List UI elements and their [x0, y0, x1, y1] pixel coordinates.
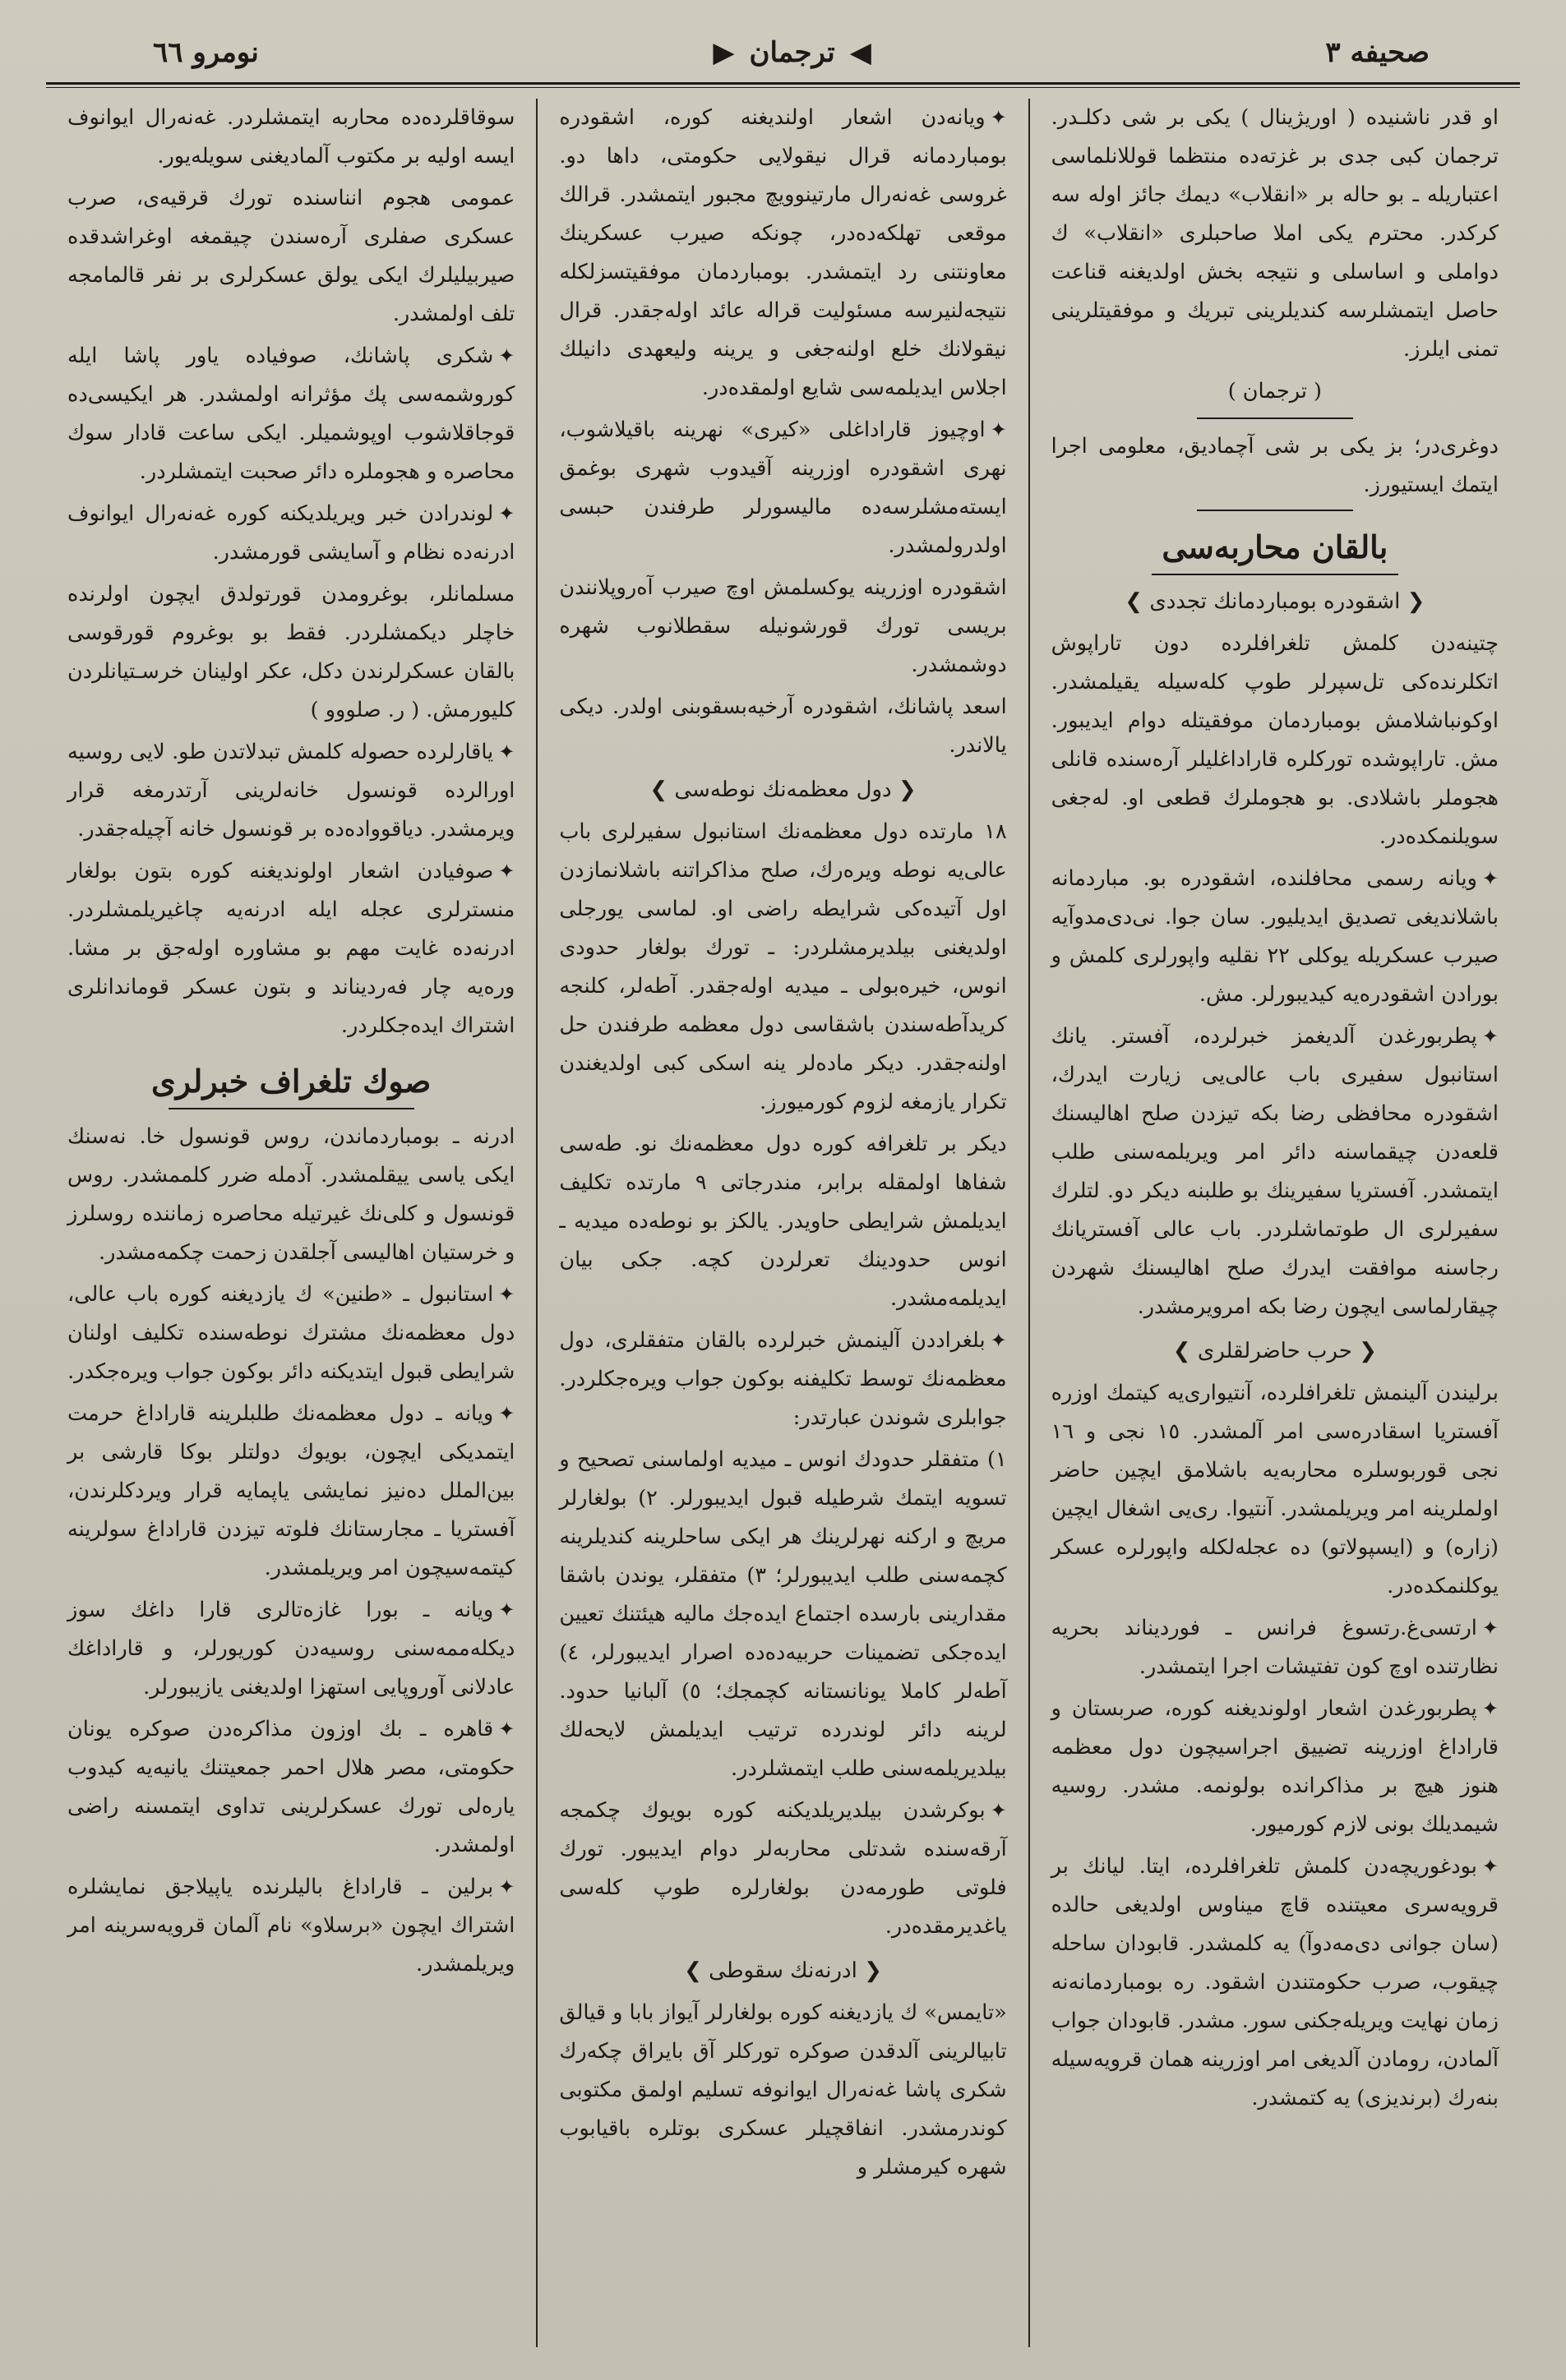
fleuron-icon: ✦ — [990, 418, 1007, 441]
divider — [1197, 417, 1354, 419]
fleuron-icon: ✦ — [498, 860, 515, 883]
paragraph: ✦ویانه ـ دول معظمه‌نك طلبلرینه قاراداغ حرمت ایتمدیکی ایچون، بویوك دولتلر بوکا قارشی بر بین‌الملل دەنیز نمایشی یاپمایه قرار ویردکلرندن، آفستریا ـ مجارستانك فلوته تیزدن قاراداغ سولرینه کیتمه‌سیچون امر ویریلمشدر. — [67, 1401, 515, 1580]
section-rule — [1152, 574, 1397, 575]
fleuron-icon: ✦ — [498, 1718, 515, 1741]
paragraph: چتینه‌دن کلمش تلغرافلرده دون تاراپوش اتکلرنده‌کی تل‌سپرلر طوپ کله‌سیله یقیلمشدر. اوکونباشلامش بومباردمان موفقیتله دوام ایدیبور. مش. تاراپوشده تورکلره قاراداغلیلر آره‌سنده قانلی هجوملر باشلادی. بو هجوملرك قطعی او. له‌جغی سویلنمکده‌در. — [1051, 631, 1499, 849]
header-rule-thin — [46, 87, 1520, 88]
paragraph: ✦بوکرشدن بیلدیریلدیکنه کوره بویوك چکمجه آرقه‌سنده شدتلی محاربه‌لر دوام ایدیبور. تورك فلوتی طورمه‌دن بولغارلره طوپ کله‌سی یاغدیرمقده‌در. — [559, 1798, 1007, 1939]
columns — [46, 99, 1520, 2347]
fleuron-icon: ✦ — [498, 740, 515, 763]
paragraph: ✦پطربورغدن اشعار اولوندیغنه کوره، صربستان و قاراداغ اوزرینه تضییق اجراسیچون دول معظمه هنوز هیچ بر مذاکرانده بولونمه. مشدر. روسیه شیمدیلك بونی لازم کورمیور. — [1051, 1696, 1499, 1837]
section-title: بالقان محاربه‌سی — [1162, 528, 1388, 565]
paragraph: ✦ویانه‌دن اشعار اولندیغنه کوره، اشقودره بومباردمانه قرال نیقولایی حکومتی، داها دو. غروسی غه‌نه‌رال مارتینوویچ مجبور ایتمشدر. قرالك موقعی تهلکه‌ده‌در، چونکه صیرب عسکرینك معاونتنی رد ایتمشدر. بومباردمان موفقیتسزلکله نتیجه‌لنیرسه مسئولیت قراله عائد اوله‌جقدر. قرال نیقولانك خلع اولنه‌جغی و یرینه ولیعهدی دانیلك اجلاس ایدیلمه‌سی شایع اولمقده‌در. — [559, 105, 1007, 400]
paragraph: «تایمس» ك یازدیغنه کوره بولغارلر آیواز بابا و قیالق تابیالرینی آلدقدن صوکره تورکلر آق بایراق چکه‌رك شکری پاشا غه‌نه‌رال ایوانوفه تسلیم اولمق مکتوبی کوندرمشدر. انفاقچیلر عسکری بوتلره باقیابوب شهره کیرمشلر و — [559, 2000, 1007, 2179]
fleuron-icon: ✦ — [990, 1799, 1007, 1822]
fleuron-icon: ✦ — [498, 344, 515, 367]
fleuron-icon: ✦ — [498, 1402, 515, 1425]
paragraph: سوقاقلرده‌ده محاربه ایتمشلردر. غه‌نه‌رال ایوانوف ایسه اولیه بر مکتوب آلمادیغنی سویله‌یور. — [67, 105, 515, 168]
paragraph: دیکر بر تلغرافه کوره دول معظمه‌نك نو. طه‌سی شفاها اولمقله برابر، مندرجاتی ٩ مارتده تکلیف ایدیلمش شرایطی حاویدر. یالکز بو نوطه‌ده میدیه ـ انوس حدودینك تعرلردن کچه. جکی بیان ایدیلمه‌مشدر. — [559, 1132, 1007, 1311]
paragraph: برلیندن آلینمش تلغرافلرده، آنتیواری‌یه کیتمك اوزره آفستریا اسقادره‌سی امر آلمشدر. ١٥ نجی و ١٦ نجی قوربوسلره محاربه‌یه باشلامق ایچین حاضر اولملرینه امر ویریلمشدر. آنتیوا. ری‌یی اشغال ایچین (زاره) و (ایسپولاتو) ده عجله‌لکله واپورلره عسکر یوکلنمکده‌در. — [1051, 1381, 1499, 1598]
paragraph: ✦شکری پاشانك، صوفیاده یاور پاشا ایله کوروشمه‌سی پك مؤثرانه اولمشدر. هر ایکیسی‌ده قوجاقلاشوب اوپوشمیلر. ایکی ساعت قادار سوك محاصره و هجوملره دائر صحبت ایتمشلردر. — [67, 344, 515, 484]
paragraph: ✦قاهره ـ بك اوزون مذاکره‌دن صوکره یونان حکومتی، مصر هلال احمر جمعیتنك یانیه‌یه کیدوب یاره‌لی تورك عسکرلرینی تداوی ایتمسنه راضی اولمشدر. — [67, 1717, 515, 1857]
signature: ( ترجمان ) — [1227, 379, 1322, 404]
fleuron-icon: ✦ — [1481, 1617, 1499, 1640]
masthead — [713, 36, 871, 69]
column-middle — [538, 99, 1029, 2347]
paragraph: ✦اوچیوز قاراداغلی «کیری» نهرینه باقیلاشوب، نهری اشقودره اوزرینه آقیدوب شهری بوغمق ایسته‌مشلرسه‌ده مالیسورلر طرفندن حبسی اولدرولمشدر. — [559, 417, 1007, 558]
page-header — [46, 23, 1520, 82]
paragraph: ✦صوفیادن اشعار اولوندیغنه کوره بتون بولغار منسترلری عجله ایله ادرنه‌یه چاغیریلمشلردر. ادرنه‌ده غایت مهم بو مشاوره اوله‌جق بر مشا. وره‌یه چار فه‌ردیناند و بتون عسکر قوماندانلری اشتراك ایده‌جکلردر. — [67, 859, 515, 1038]
column-right — [1030, 99, 1520, 2347]
fleuron-icon: ✦ — [1481, 1025, 1499, 1048]
subsection-title: ❮ حرب حاضرلقلری ❯ — [1172, 1339, 1377, 1363]
paragraph: ✦پطربورغدن آلدیغمز خبرلرده، آفستر. یانك استانبول سفیری باب عالی‌یی زیارت ایدرك، اشقودره محافظی رضا بکه تیزدن صلح اهالیسنك قلعه‌دن چیقماسنه دائر امر ویریلمه‌سنی طلب ایتمشدر. آفستریا سفیرینك بو طلبنه دیکر دو. لتلرك سفیرلری ال طوتماشلردر. باب عالی آفستریانك رجاسنه موافقت ایدرك صلح اهالیسنك شهردن چیقارلماسی ایچون رضا بکه امرویرمشدر. — [1051, 1024, 1499, 1319]
paragraph: اسعد پاشانك، اشقودره آرخیه‌بسقوبنی اولدر. دیکی یالاندر. — [559, 694, 1007, 758]
paragraph: ✦استانبول ـ «طنین» ك یازدیغنه کوره باب عالی، دول معظمه‌نك مشترك نوطه‌سنده تکلیف اولنان شرایطی قبول ایتدیکنه دائر بوکون جواب ویره‌جکدر. — [67, 1282, 515, 1384]
paragraph: ادرنه ـ بومباردماندن، روس قونسول خا. نه‌سنك ایکی یاسی ییقلمشدر. آدمله ضرر کلممشدر. روس قونسول و کلی‌نك غیرتیله محاصره زماننده روسلرز و خرستیان اهالیسی آجلقدن زحمت چکمه‌مشدر. — [67, 1124, 515, 1265]
fleuron-icon: ✦ — [498, 1875, 515, 1898]
fleuron-icon: ✦ — [498, 1283, 515, 1306]
header-rule — [46, 82, 1520, 85]
fleuron-icon: ✦ — [498, 1598, 515, 1621]
intro-paragraph: او قدر ناشنیده ( اوریژینال ) یکی بر شی دکلـدر. ترجمان کبی جدی بر غزته‌ده منتظما قوللانلماسی اعتباریله ـ بو حاله بر «انقلاب» دیمك جائز اوله‌ سه کرکدر. محترم یکی املا صاحبلری «انقلاب» ك دواملی و اساسلی و نتیجه بخش اولدیغنه قناعت حاصل ایتمشلرسه کندیلرینی تبریك و موفقیتلرینی تمنی ایلرز. — [1051, 105, 1499, 362]
paragraph: ✦ارتسی‌غ.رتسوغ فرانس ـ فوردیناند بحریه نظارتنده اوچ کون تفتیشات اجرا ایتمشدر. — [1051, 1616, 1499, 1679]
paragraph: ✦بلغراددن آلینمش خبرلرده بالقان متفقلری، دول معظمه‌نك توسط تکلیفنه بوکون جواب ویره‌جکلردر. جوابلری شوندن عبارتدر: — [559, 1328, 1007, 1430]
masthead-title: ترجمان — [749, 36, 835, 69]
paragraph: مسلمانلر، بوغرومدن قورتولدق ایچون اولرنده خاچلر دیکمشلردر. فقط بو بوغروم قورقوسی بالقان عسکرلرندن دکل، عکر اولینان خرسـتیانلردن کلیورمش. ( ر. صلووو ) — [67, 582, 515, 722]
paragraph: ✦برلین ـ قاراداغ بالیلرنده یاپیلاجق نمایشلره اشتراك ایچون «برسلاو» نام آلمان قرویه‌سرینه امر ویریلمشدر. — [67, 1875, 515, 1976]
paragraph: دوغری‌در؛ بز یکی بر شی آچماديق، معلومی اجرا ایتمك ایستیورز. — [1051, 434, 1499, 497]
paragraph: عمومی هجوم انناسنده تورك قرقیه‌ی، صرب عسکری صفلری آره‌سندن چیقمغه اوغراشدقده صیربیلیلرك ایکی یولق عسکرلری بر نفر قالمامجه تلف اولمشدر. — [67, 186, 515, 326]
page-number: صحیفه ۳ — [1325, 36, 1430, 69]
fleuron-icon: ✦ — [990, 1329, 1007, 1352]
ornament-icon: ▶ — [713, 36, 735, 69]
paragraph: ١) متفقلر حدودك انوس ـ میدیه اولماسنی تصحیح و تسویه ایتمك شرطیله قبول ایدیبورلر. ٢) بولغارلر مریچ و ارکنه نهرلرینك هر ایکی ساحلرینه کندیلرینه کچمه‌سنی طلب ایدیبورلر؛ ٣) متفقلر، یوندن باشقا مقدارینی بارسده اجتماع ایده‌جك مالیه هیئتنك تعیین ایده‌جکی تضمینات حربیه‌ده‌ده اصرار ایدیبورلر، ٤) آطه‌لر کاملا یونانستانه کچمجك؛ ٥) آلبانیا حدود. لرینه دائر لوندرده ترتیب ایدیلمش لایحه‌لك بیلدیریلمه‌سنی طلب ایتمشلردر. — [559, 1447, 1007, 1781]
fleuron-icon: ✦ — [1481, 1697, 1499, 1720]
paragraph: ✦ویانه ـ بورا غازه‌تالری قارا داغك سوز دیکله‌ممه‌سنی روسیه‌دن کوریورلر، و قاراداغك عادلانی آوروپایی استهزا اولدیغنی یازیبورلر. — [67, 1598, 515, 1700]
section-rule — [169, 1108, 414, 1109]
subsection-title: ❮ اشقودره بومباردمانك تجددی ❯ — [1125, 589, 1425, 614]
paragraph: ✦ویانه رسمی محافلنده، اشقودره بو. مباردمانه باشلاندیغی تصدیق ایدیلیور. سان جوا. نی‌دی‌مدوآیه صیرب عسکریله یوکلی ٢٢ نقلیه واپورلری کلمش و بورادن اشقودره‌یه کیدیبورلر. مش. — [1051, 866, 1499, 1007]
issue-number: نومرو ٦٦ — [153, 36, 259, 69]
fleuron-icon: ✦ — [1481, 1855, 1499, 1878]
column-left — [46, 99, 538, 2347]
paragraph: اشقودره اوزرینه یوکسلمش اوچ صیرب آه‌روپلانندن بریسی تورك قورشونیله سقطلانوب شهره دوشمشدر. — [559, 575, 1007, 677]
fleuron-icon: ✦ — [1481, 867, 1499, 890]
section-title: صوك تلغراف خبرلری — [151, 1063, 432, 1100]
paragraph: ١٨ مارتده دول معظمه‌نك استانبول سفیرلری باب عالی‌یه نوطه ویره‌رك، صلح مذاکراتنه باشلانمازدن اول آتیده‌کی شرایطه راضی او. لماسی یورجلی اولدیغنی بیلدیرمشلردر: ـ تورك بولغار حدودی انوس‌، خیره‌بولی ـ میدیه اوله‌جقدر. آطه‌لر، کلنجه کریدآطه‌سندن باشقاسی دول معظمه طرفندن حل اولنه‌جقدر. دیکر ماده‌لر ینه اسکی کبی اولدیغندن تکرار یازمغه لزوم کورمیورز. — [559, 819, 1007, 1114]
fleuron-icon: ✦ — [498, 502, 515, 525]
subsection-title: ❮ ادرنه‌نك سقوطی ❯ — [684, 1958, 882, 1983]
fleuron-icon: ✦ — [990, 106, 1007, 129]
divider — [1197, 510, 1354, 511]
paragraph: ✦یاقارلرده حصوله کلمش تبدلاتدن طو. لایی روسیه اورالرده قونسول خانه‌لرینی آرتدرمغه قرار ویرمشدر. دیاقوواده‌ده بر قونسول خانه آچیله‌جقدر. — [67, 740, 515, 842]
ornament-icon: ◀ — [849, 36, 871, 69]
subsection-title: ❮ دول معظمه‌نك نوطه‌سی ❯ — [649, 777, 917, 802]
paragraph: ✦لوندرادن خبر ویریلدیکنه کوره غه‌نه‌رال ایوانوف ادرنه‌ده نظام و آسایشی قورمشدر. — [67, 501, 515, 565]
paragraph: ✦بودغوریچه‌دن کلمش تلغرافلرده، ایتا. لیانك بر قرویه‌سری معیتنده قاچ میناوس اولدیغی حالده (سان جوانی دی‌مه‌دوآ) یه کلمشدر. قابودان ساحله چیقوب، صرب حکومتندن اشقود. ره بومباردمانه‌نه زمان نهایت ویریله‌جکنی سور. مشدر. قابودان جواب آلمادن، رومادن آلدیغی امر اوزرینه همان قرویه‌سیله بنه‌رك (برندیزی) یه کتمشدر. — [1051, 1854, 1499, 2110]
